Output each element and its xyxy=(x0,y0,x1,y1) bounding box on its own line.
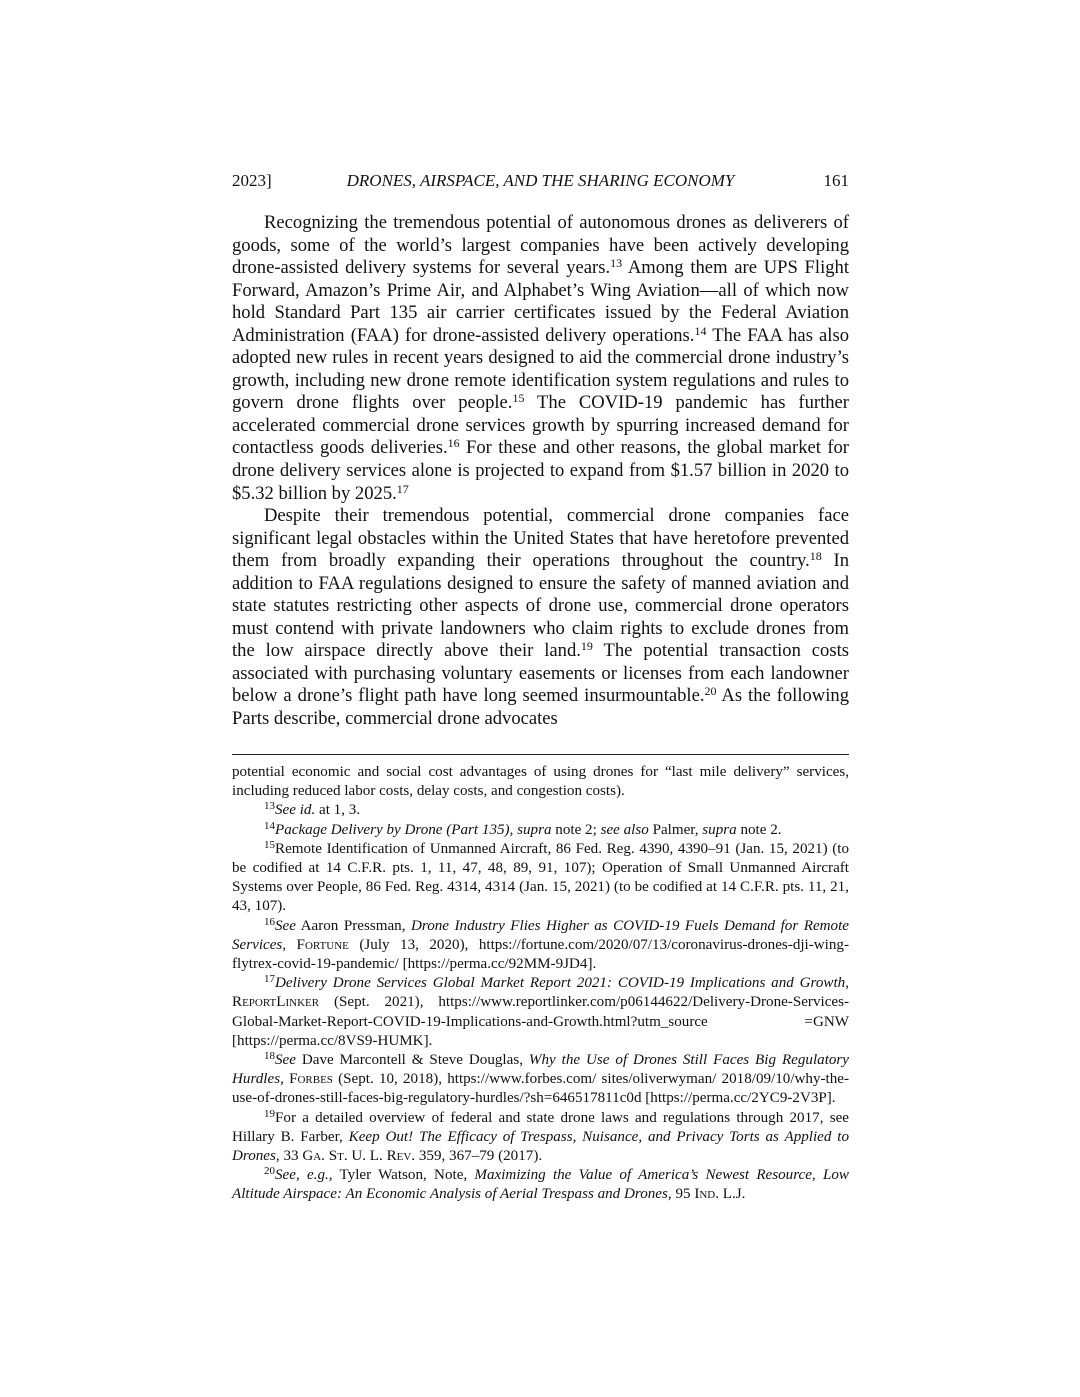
footnote-number: 20 xyxy=(264,1165,275,1178)
text-run: In addition to FAA regulations designed to ensure the safety of manned aviation and state statutes restricting other aspects of drone use, commercial drone operators must contend with private landowners who claim rights to exclude drones from the low airspace directly above their land. xyxy=(232,550,850,662)
header-year: 2023] xyxy=(232,171,272,190)
text-run: (Sept. 10, 2018), https://www.forbes.com/ sites/oliverwyman/ 2018/09/10/why-the-use-of-drones-still-faces-big-regulatory-hurdles/?sh=646517811c0d [https://perma.cc/2YC9-2V3P]. xyxy=(232,1071,850,1107)
footnote-number: 16 xyxy=(264,915,275,928)
text-run: Recognizing the tremendous potential of autonomous drones as deliverers of goods, some of the world’s largest companies have been actively developing drone-assisted delivery systems for several years. xyxy=(232,212,849,279)
text-run: Palmer, xyxy=(648,821,703,838)
signal: supra xyxy=(702,821,737,838)
footnote-ref-17[interactable]: 17 xyxy=(396,481,409,496)
footnote-ref-13[interactable]: 13 xyxy=(610,256,623,271)
footnotes xyxy=(232,763,849,1205)
text-run: note 2; xyxy=(551,821,601,838)
footnote-number: 18 xyxy=(264,1050,275,1063)
signal: see also xyxy=(600,821,649,838)
body-paragraph-1 xyxy=(232,212,849,505)
source-title: Package Delivery by Drone (Part 135) xyxy=(275,821,510,838)
footnote-number: 14 xyxy=(264,819,275,832)
source-title: Delivery Drone Services Global Market Report 2021: COVID-19 Implications and Growth xyxy=(275,975,846,992)
signal: See xyxy=(275,917,296,934)
signal: See xyxy=(275,1052,296,1069)
text-run: , 33 xyxy=(275,1148,303,1165)
text-run: The COVID-19 pandemic has further accelerated commercial drone services growth by spurring increased demand for contactless goods deliveries. xyxy=(232,392,849,459)
text-run: For these and other reasons, the global market for drone delivery services alone is projected to expand from $1.57 billion in 2020 to $5.32 billion by 2025. xyxy=(232,437,849,504)
footnote-ref-16[interactable]: 16 xyxy=(447,436,460,451)
source-title: Drone Industry Flies Higher as COVID-19 Fuels Demand for Remote Services xyxy=(232,917,849,953)
text-run: For a detailed overview of federal and state drone laws and regulations through 2017, see Hillary B. Farber, xyxy=(232,1109,849,1145)
source-title: Maximizing the Value of America’s Newest Resource, Low Altitude Airspace: An Economic Analysis of Aerial Trespass and Drones xyxy=(232,1167,849,1203)
footnote-number: 13 xyxy=(264,800,275,813)
text-run: The potential transaction costs associated with purchasing voluntary easements or licenses from each landowner below a drone’s flight path have long seemed insurmountable. xyxy=(232,640,849,707)
footnote-ref-15[interactable]: 15 xyxy=(512,391,525,406)
text-run: Among them are UPS Flight Forward, Amazon’s Prime Air, and Alphabet’s Wing Aviation—all of which now hold Standard Part 135 air carrier certificates issued by the Federal Aviation Administration (FAA) for drone-assisted delivery operations. xyxy=(232,257,849,346)
header-title: DRONES, AIRSPACE, AND THE SHARING ECONOMY xyxy=(346,171,735,190)
footnote-15 xyxy=(232,840,849,917)
footnote-number: 15 xyxy=(264,838,275,851)
footnote-ref-14[interactable]: 14 xyxy=(694,323,707,338)
text-run: at 1, 3. xyxy=(315,802,361,819)
journal: Ga. St. U. L. Rev. xyxy=(302,1148,416,1165)
footnote-18 xyxy=(232,1051,849,1109)
source-title: Keep Out! The Efficacy of Trespass, Nuisance, and Privacy Torts as Applied to Drones xyxy=(232,1128,849,1165)
body-text xyxy=(232,212,849,731)
source-title: Why the Use of Drones Still Faces Big Regulatory Hurdles xyxy=(232,1052,850,1088)
publication: ReportLinker xyxy=(232,994,320,1011)
text-run: Aaron Pressman, xyxy=(295,917,411,934)
text-run: As the following Parts describe, commercial drone advocates xyxy=(232,685,849,730)
text-run: Dave Marcontell & Steve Douglas, xyxy=(295,1052,529,1069)
text-run: , xyxy=(282,936,297,953)
footnote-divider xyxy=(232,754,849,755)
publication: Fortune xyxy=(296,936,349,953)
text-run: 359, 367–79 (2017). xyxy=(415,1148,543,1165)
text-run: , Tyler Watson, Note, xyxy=(328,1167,475,1184)
footnote-continuation: potential economic and social cost advantages of using drones for “last mile delivery” services, including reduced labor costs, delay costs, and congestion costs). xyxy=(232,764,849,800)
text-run: (Sept. 2021), https://www.reportlinker.com/p06144622/Delivery-Drone-Services-Global-Market-Report-COVID-19-Implications-and-Growth.html?utm_source =GNW [https://perma.cc/8VS9-HUMK]. xyxy=(232,994,849,1049)
footnote-16 xyxy=(232,917,849,975)
footnote-14 xyxy=(232,821,849,840)
text-run: note 2. xyxy=(736,821,782,838)
signal: See, e.g. xyxy=(275,1167,329,1184)
footnote-ref-19[interactable]: 19 xyxy=(580,639,593,654)
footnote-ref-20[interactable]: 20 xyxy=(704,684,717,699)
footnote-number: 19 xyxy=(264,1107,275,1120)
text-run: , 95 xyxy=(667,1186,695,1203)
footnote-ref-18[interactable]: 18 xyxy=(809,549,822,564)
text-run: The FAA has also adopted new rules in recent years designed to aid the commercial drone industry’s growth, including new drone remote identification system regulations and rules to govern drone flights over people. xyxy=(232,324,849,414)
footnote-20 xyxy=(232,1166,849,1204)
publication: Forbes xyxy=(289,1071,333,1088)
text-run: , xyxy=(280,1071,290,1088)
signal: supra xyxy=(517,821,552,838)
text-run: , xyxy=(509,821,518,838)
page-number: 161 xyxy=(823,171,849,190)
running-header xyxy=(232,169,849,193)
footnote-19 xyxy=(232,1109,849,1167)
text-run: (July 13, 2020), https://fortune.com/2020/07/13/coronavirus-drones-dji-wing-flytrex-covid-19-pandemic/ [https://perma.cc/92MM-9JD4]. xyxy=(232,936,849,973)
footnote-number: 17 xyxy=(264,973,275,986)
footnote-17 xyxy=(232,974,849,1051)
signal: See id. xyxy=(275,802,316,819)
text-run: Remote Identification of Unmanned Aircraft, 86 Fed. Reg. 4390, 4390–91 (Jan. 15, 2021) (to be codified at 14 C.F.R. pts. 1, 11, 47, 48, 89, 91, 107); Operation of Small Unmanned Aircraft Systems over People, 86 Fed. Reg. 4314, 4314 (Jan. 15, 2021) (to be codified at 14 C.F.R. pts. 11, 21, 43, 107). xyxy=(232,840,849,915)
journal: Ind. L.J. xyxy=(694,1186,746,1203)
text-run: , xyxy=(845,975,849,992)
footnote-13 xyxy=(232,801,849,820)
text-run: Despite their tremendous potential, commercial drone companies face significant legal obstacles within the United States that have heretofore prevented them from broadly expanding their operations throughout the country. xyxy=(232,505,849,572)
body-paragraph-2 xyxy=(232,505,849,730)
